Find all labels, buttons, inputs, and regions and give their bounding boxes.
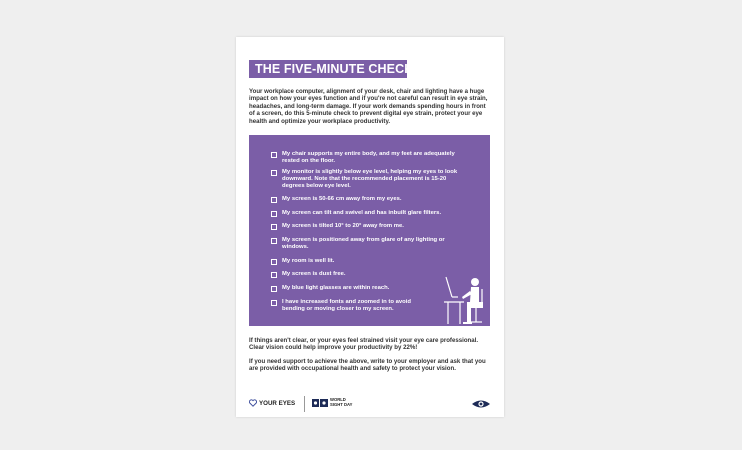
checkbox-icon[interactable] [271,238,277,244]
checklist-item [271,258,461,265]
page-title: THE FIVE-MINUTE CHECK [255,62,414,76]
checklist-item-label: My screen is tilted 10° to 20° away from me. [282,223,404,229]
poster-page [236,37,504,417]
footer-divider [304,396,305,412]
checklist-panel [249,135,490,326]
checklist-item-label: My blue light glasses are within reach. [282,285,390,291]
your-eyes-logo [249,399,295,407]
checklist-item [271,271,461,278]
checklist-item [271,299,421,313]
checkbox-icon[interactable] [271,300,277,306]
checklist-item-label: My screen can tilt and swivel and has inbuilt glare filters. [282,210,442,216]
title-banner [249,60,414,78]
checklist-item-label: My chair supports my entire body, and my feet are adequately rested on the floor. [282,151,455,164]
person-at-computer-icon [444,275,486,325]
checkbox-icon[interactable] [271,286,277,292]
checkbox-icon[interactable] [271,224,277,230]
checklist-item [271,210,461,217]
checklist-item [271,285,461,292]
wsd-line-2: SIGHT DAY [330,401,353,407]
checklist-item [271,237,461,251]
heart-eye-icon [249,399,257,407]
checkbox-icon[interactable] [271,152,277,158]
checklist-item-label: My screen is positioned away from glare of any lighting or windows. [282,237,445,250]
eye-logo-icon [471,399,491,409]
footer-logos [249,398,491,412]
wsd-line-1: WORLD [330,397,346,402]
checklist-item-label: My monitor is slightly below eye level, helping my eyes to look downward. Note that the recommended placement is 15-20 degrees below eye level. [282,169,458,189]
checklist-item [271,169,461,190]
checkbox-icon[interactable] [271,259,277,265]
checklist-item [271,196,461,203]
checkbox-icon[interactable] [271,211,277,217]
checklist-item-label: I have increased fonts and zoomed in to avoid bending or moving closer to my screen. [282,299,411,312]
world-sight-day-icon [312,399,328,407]
checklist-item-label: My screen is 50-66 cm away from my eyes. [282,196,402,202]
checklist-item-label: My screen is dust free. [282,271,346,277]
outro-paragraph: If things aren't clear, or your eyes feel strained visit your eye care professional. Clear vision could help improve your productivity by 22%! [249,337,479,352]
outro-paragraph: If you need support to achieve the above, write to your employer and ask that you are provided with occupational health and safety to protect your vision. [249,358,486,373]
checkbox-icon[interactable] [271,272,277,278]
checkbox-icon[interactable] [271,197,277,203]
checklist-item [271,151,461,165]
your-eyes-label: YOUR EYES [259,399,296,407]
intro-paragraph: Your workplace computer, alignment of your desk, chair and lighting have a huge impact on how your eyes function and if you're not careful can result in eye strain, headaches, and long-term damage. If your work demands spending hours in front of a screen, do this 5-minute check to prevent digital eye strain, protect your eye health and optimize your workplace productivity. [249,88,488,125]
checklist-item [271,223,461,230]
checklist-item-label: My room is well lit. [282,258,335,264]
checkbox-icon[interactable] [271,170,277,176]
world-sight-day-logo [312,398,352,407]
world-sight-day-label [330,398,352,407]
